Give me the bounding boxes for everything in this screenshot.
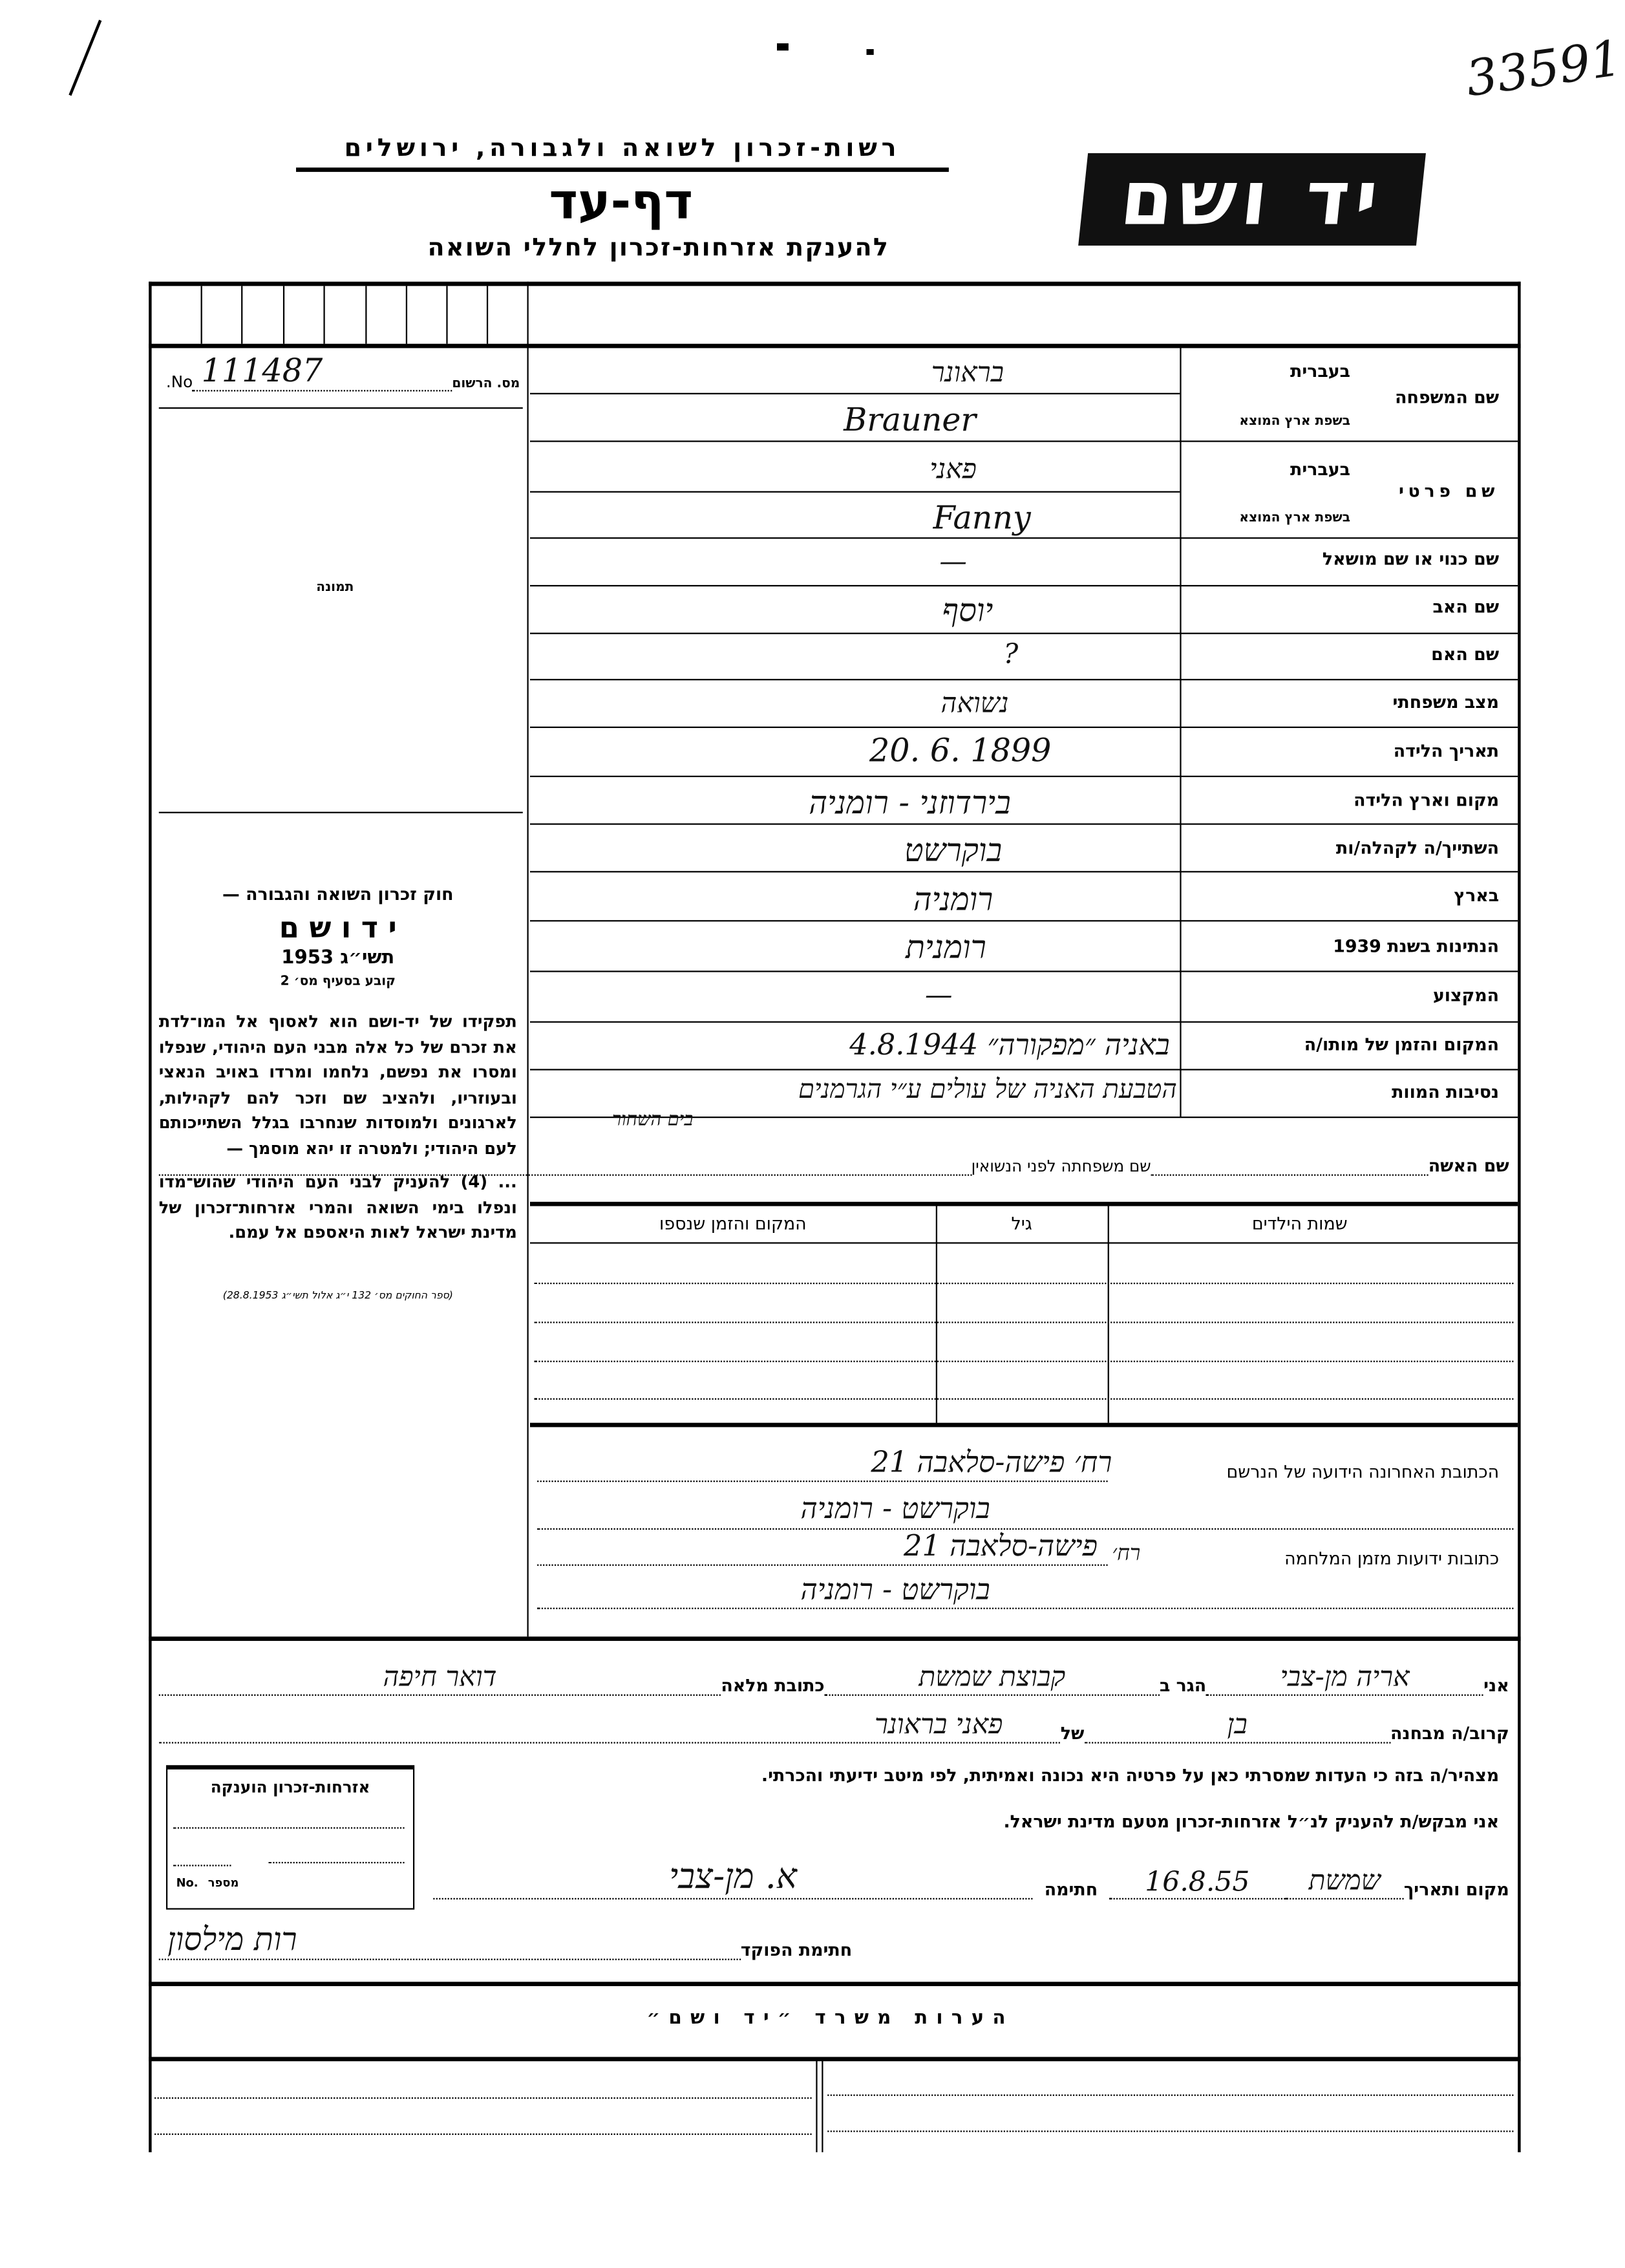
code-box: [406, 286, 408, 343]
maiden-name-label: שם משפחתה לפני הנשואין: [971, 1157, 1151, 1176]
law-clause: קובע בסעיף מס׳ 2: [280, 975, 396, 990]
war-address-label: כתובות ידועות מזמן המלחמה: [1284, 1548, 1500, 1569]
rule: [530, 1022, 1518, 1023]
remarks-rule: [149, 2057, 1520, 2061]
value-circumstances[interactable]: הטבעת האניה של עולים ע״י הגרמנים: [798, 1075, 1177, 1106]
form-left-border: [149, 282, 151, 2152]
label-citizenship: הנתינות בשנת 1939: [1333, 936, 1500, 957]
residing-label: הגר ב: [1159, 1675, 1207, 1696]
form-subtitle: להענקת אזרחות-זכרון לחללי השואה: [427, 233, 890, 263]
date-value[interactable]: 16.8.55: [1109, 1867, 1286, 1899]
value-first-name-foreign[interactable]: Fanny: [933, 501, 1031, 538]
law-paragraph-1: תפקידו של יד-ושם הוא לאסוף אל המו־לדת את זכרם של כל אלה מבני העם היהודי, שנפלו ומסרו את נפשם, נלחמו ומרדו באויב הנאצי ובעוזריו, ולהציב שם וזכר להם לקהילות, לארגונים ולמוסדות שנחרבו בגלל השתייכותם לעם היהודי; ולמטרה זו יהא מוסמך —: [158, 1011, 517, 1158]
value-citizenship[interactable]: רומנית: [906, 930, 986, 967]
children-header-names: שמות הילדים: [1251, 1213, 1348, 1234]
label-death: המקום והזמן של מותו/ה: [1304, 1034, 1500, 1054]
rule: [530, 537, 1518, 539]
war-address-line[interactable]: [537, 1608, 1513, 1609]
war-address-value-1: פישה-סלאבה 21: [904, 1528, 1098, 1563]
label-birth-place: מקום וארץ הלידה: [1354, 790, 1500, 811]
address-section-bottom: [149, 1636, 1520, 1640]
last-address-label: הכתובת האחרונה הידועה של הנרשם: [1226, 1462, 1500, 1482]
testifier-i-label: אני: [1483, 1675, 1509, 1696]
examiner-row: [159, 1921, 852, 1960]
label-surname: שם המשפחה: [1395, 387, 1500, 408]
value-surname-hebrew[interactable]: בראונר: [931, 356, 1004, 389]
registration-value: 111487: [193, 354, 452, 391]
code-box: [487, 286, 489, 343]
children-table-top: [530, 1202, 1518, 1206]
rule: [530, 920, 1518, 921]
label-community: השתייך/ה לקהלה/ות: [1335, 837, 1500, 859]
remarks-line[interactable]: [827, 2095, 1513, 2096]
value-father[interactable]: יוסף: [942, 594, 993, 630]
yad-vashem-logo: יד ושם: [1078, 153, 1426, 246]
testifier-row: [159, 1661, 1509, 1696]
value-marital[interactable]: נשואה: [940, 687, 1009, 720]
value-birth-date[interactable]: 20. 6. 1899: [869, 733, 1052, 770]
remarks-line[interactable]: [154, 2097, 812, 2099]
children-row[interactable]: [535, 1321, 1514, 1323]
scan-mark: [777, 43, 789, 50]
war-address-value-2: בוקרשט - רומניה: [800, 1571, 990, 1607]
rule: [530, 679, 1518, 680]
code-box: [365, 286, 367, 343]
label-birth-date: תאריך הלידה: [1393, 741, 1500, 762]
relative-value[interactable]: פאני בראונר: [159, 1709, 1061, 1744]
relation-value[interactable]: בן: [1084, 1709, 1390, 1744]
request-text: אני מבקש/ת להעניק לנ״ל אזרחות-זכרון מטעם מדינת ישראל.: [1003, 1811, 1500, 1832]
law-paragraph-2: ... (4) להעניק לבני העם היהודי שהוש־מדו ונפלו בימי השואה והמרי אזרחות־זכרון של מדינת ישראל לאות היאספם אל עמם.: [158, 1171, 517, 1243]
remarks-title: הערות משרד ״יד ושם״: [646, 2007, 1014, 2030]
citizenship-box-title: אזרחות-זכרון הוענקה: [210, 1778, 370, 1797]
law-name: י ד ו ש ם: [279, 910, 397, 945]
last-address-line[interactable]: [537, 1481, 1108, 1482]
organization-name: רשות-זכרון לשואה ולגבורה, ירושלים: [344, 134, 901, 164]
registration-number-field[interactable]: [166, 354, 520, 391]
rule: [530, 633, 1518, 634]
citizenship-number[interactable]: [176, 1876, 239, 1889]
value-circumstances-cont[interactable]: בים השחור: [611, 1109, 694, 1131]
place-value[interactable]: שמשת: [1286, 1865, 1404, 1899]
top-row-rule: [149, 344, 1520, 348]
registration-prefix: No.: [165, 372, 193, 392]
citizenship-box-line[interactable]: [173, 1865, 231, 1866]
label-country: בארץ: [1454, 885, 1500, 906]
law-year: תשי״ג 1953: [281, 947, 395, 970]
label-mother: שם האם: [1431, 644, 1500, 665]
children-table-bottom: [530, 1423, 1518, 1427]
sublabel-hebrew: בעברית: [1290, 361, 1350, 381]
photo-rule: [159, 812, 523, 813]
law-excerpt: [159, 884, 517, 1301]
form-top-border: [149, 282, 1520, 286]
rule: [530, 1069, 1518, 1070]
photo-label: תמונה: [316, 581, 354, 595]
testifier-name[interactable]: אריה מן-צבי: [1206, 1661, 1483, 1696]
archive-number: 33591: [1462, 30, 1625, 109]
children-header-rule: [530, 1242, 1518, 1243]
label-first-name: שם פרטי: [1398, 480, 1500, 502]
value-birth-place[interactable]: בירדוזני - רומניה: [809, 786, 1011, 822]
label-column-divider: [1180, 347, 1182, 1117]
sublabel-foreign: בשפת ארץ המוצא: [1239, 511, 1350, 526]
rule: [530, 393, 1180, 394]
pen-slash-mark: [69, 20, 101, 96]
citizenship-box-line[interactable]: [173, 1827, 404, 1828]
wife-name-field[interactable]: [1151, 1148, 1429, 1175]
rule: [530, 776, 1518, 777]
sublabel-foreign: בשפת ארץ המוצא: [1239, 414, 1350, 429]
code-box: [283, 286, 285, 343]
law-source: (ספר החוקים מס׳ 132 י״ג אלול תשי״ג 28.8.1953): [222, 1289, 453, 1301]
label-nickname: שם כנוי או שם מושאל: [1322, 548, 1500, 570]
value-profession[interactable]: —: [925, 979, 953, 1011]
of-label: של: [1060, 1723, 1085, 1744]
remarks-divider: [822, 2060, 823, 2152]
children-header-age: גיל: [1011, 1213, 1032, 1234]
registration-rule: [159, 407, 523, 409]
rule: [530, 871, 1518, 872]
rule: [530, 585, 1518, 586]
value-nickname[interactable]: —: [939, 546, 967, 578]
examiner-section-bottom: [149, 1982, 1520, 1985]
place-date-row: [433, 1856, 1509, 1899]
citizenship-granted-box: [166, 1765, 414, 1909]
left-column-divider: [527, 282, 529, 1637]
rule: [530, 727, 1518, 728]
relation-label: קרוב/ה מבחנה: [1390, 1723, 1509, 1744]
full-address-label: כתובת מלאה: [721, 1675, 825, 1696]
label-circumstances: נסיבות המוות: [1392, 1082, 1500, 1102]
testifier-signature[interactable]: א. מן-צבי: [433, 1856, 1033, 1899]
wife-row: [159, 1148, 1509, 1175]
form-right-border: [1518, 282, 1520, 2152]
code-box: [323, 286, 325, 343]
value-death[interactable]: באניה ״מפקורה״ 4.8.1944: [849, 1027, 1170, 1062]
rule: [530, 491, 1180, 493]
declaration-text: מצהיר/ה בזה כי העדות שמסרתי כאן על פרטיה היא נכונה ואמיתית, לפי מיטב ידיעתי והכרתי.: [761, 1765, 1500, 1786]
remarks-line[interactable]: [154, 2134, 812, 2135]
last-address-value-2: בוקרשט - רומניה: [800, 1490, 990, 1526]
rule: [530, 823, 1518, 824]
signature-label: חתימה: [1044, 1879, 1098, 1899]
testifier-residence[interactable]: קבוצת שמשת: [825, 1661, 1160, 1696]
children-header-place-time: המקום והזמן שנספו: [659, 1213, 807, 1234]
label-marital: מצב משפחתי: [1392, 692, 1500, 712]
remarks-divider: [816, 2060, 818, 2152]
citizenship-box-line[interactable]: [269, 1862, 405, 1863]
header-underline: [296, 167, 949, 171]
code-box: [201, 286, 203, 343]
children-col-divider: [936, 1204, 938, 1422]
rule: [530, 970, 1518, 972]
scan-mark: [867, 49, 874, 55]
children-row[interactable]: [535, 1283, 1514, 1284]
children-col-divider: [1108, 1204, 1110, 1422]
testifier-address[interactable]: דואר חיפה: [159, 1661, 721, 1696]
label-father: שם האב: [1432, 596, 1500, 617]
label-profession: המקצוע: [1432, 985, 1500, 1006]
sublabel-hebrew: בעברית: [1290, 459, 1350, 480]
wife-label: שם האשה: [1428, 1155, 1509, 1176]
law-title: חוק זכרון השואה והגבורה —: [222, 884, 454, 904]
examiner-label: חתימת הפוקד: [740, 1940, 853, 1960]
war-address-line[interactable]: [537, 1565, 1108, 1566]
maiden-name-field[interactable]: [159, 1148, 972, 1175]
registration-label: מס. הרשום: [452, 377, 520, 392]
remarks-line[interactable]: [827, 2130, 1513, 2132]
code-box: [446, 286, 448, 343]
relation-row: [159, 1709, 1509, 1744]
value-first-name-hebrew[interactable]: פאני: [929, 453, 977, 486]
children-row[interactable]: [535, 1361, 1514, 1362]
value-community[interactable]: בוקרשט: [904, 833, 1003, 870]
place-date-label: מקום ותאריך: [1403, 1879, 1509, 1899]
value-mother[interactable]: ?: [1003, 638, 1019, 670]
examiner-signature[interactable]: רות מילסון: [159, 1921, 741, 1960]
children-row[interactable]: [535, 1398, 1514, 1400]
rule: [530, 440, 1518, 442]
code-box: [241, 286, 243, 343]
last-address-value-1: רח׳ פישה-סלאבה 21: [871, 1444, 1112, 1479]
war-address-prefix: רח׳: [1112, 1539, 1141, 1566]
value-surname-foreign[interactable]: Brauner: [844, 403, 976, 440]
citizenship-number-label: מספר: [207, 1876, 239, 1890]
citizenship-number-prefix: No.: [176, 1876, 198, 1890]
value-country[interactable]: רומניה: [913, 883, 993, 919]
form-title: דף-עד: [549, 173, 694, 231]
